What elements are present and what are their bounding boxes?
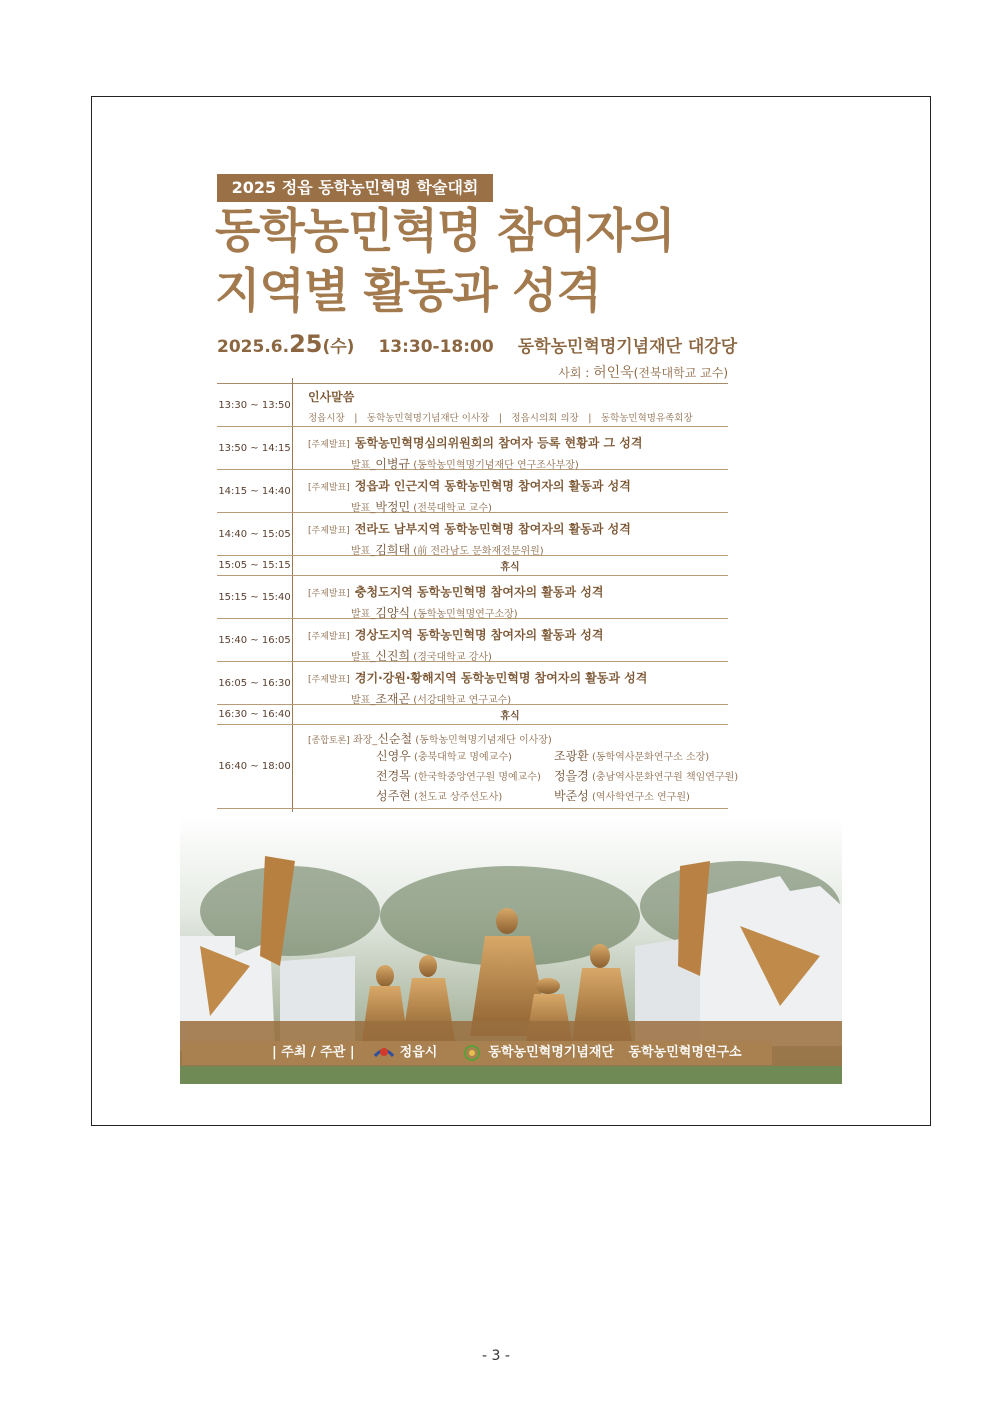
- presenter-name: 이병규: [375, 457, 411, 471]
- moderator-affil: (전북대학교 교수): [633, 366, 728, 380]
- break-label: 휴식: [500, 562, 520, 573]
- jeongeup-logo-icon: [373, 1045, 395, 1061]
- row-tag: [주제발표]: [308, 440, 350, 450]
- row-time: 16:30 ~ 16:40: [218, 709, 291, 720]
- row-title: 동학농민혁명심의위원회의 참여자 등록 현황과 그 성격: [354, 436, 643, 450]
- panelist-affil: (한국학중앙연구원 명예교수): [410, 772, 541, 783]
- presenter-affil: (경국대학교 강사): [410, 652, 492, 663]
- sponsor-label: | 주최 / 주관 |: [272, 1045, 355, 1060]
- presenter-label: 발표_: [351, 652, 376, 663]
- presenter-affil: (동학농민혁명연구소장): [410, 609, 518, 620]
- panelist-affil: (동학역사문화연구소 소장): [588, 752, 710, 763]
- poster-title-line-2: 지역별 활동과 성격: [215, 264, 601, 319]
- sponsor-org-foundation: 동학농민혁명기념재단: [488, 1045, 614, 1060]
- sponsor-org-jeongeup: 정읍시: [399, 1045, 438, 1060]
- presenter-label: 발표_: [351, 609, 376, 620]
- row-time: 13:50 ~ 14:15: [218, 442, 291, 454]
- page-number: - 3 -: [482, 1348, 510, 1364]
- row-title: 경상도지역 동학농민혁명 참여자의 활동과 성격: [354, 628, 604, 642]
- panelist-name: 성주현: [376, 789, 411, 803]
- panelist-affil: (충남역사문화연구원 책임연구원): [588, 772, 739, 783]
- chair-affil: (동학농민혁명기념재단 이사장): [412, 735, 552, 746]
- foundation-logo-icon: [464, 1045, 480, 1061]
- presenter-label: 발표_: [351, 460, 376, 471]
- schedule-row: [217, 619, 728, 662]
- greeting-speakers: 정읍시장 | 동학농민혁명기념재단 이사장 | 정읍시의회 의장 | 동학농민혁명유족회장: [308, 413, 693, 424]
- row-time: 15:40 ~ 16:05: [218, 634, 291, 646]
- panelist-name: 전경목: [376, 769, 411, 783]
- discussion-row: [217, 725, 739, 809]
- row-body: [308, 384, 728, 426]
- poster-title-line-1: 동학농민혁명 참여자의: [215, 204, 675, 259]
- row-title: 정읍과 인근지역 동학농민혁명 참여자의 활동과 성격: [354, 479, 631, 493]
- row-tag: [주제발표]: [308, 675, 350, 685]
- chair-name: 신순철: [377, 732, 413, 746]
- panelist-name: 박준성: [554, 789, 589, 803]
- presenter-affil: (서강대학교 연구교수): [410, 695, 512, 706]
- discussion-body: [308, 725, 739, 808]
- panelist: [376, 747, 554, 767]
- schedule-row: [217, 662, 728, 705]
- panelist: [376, 787, 554, 807]
- panelist-affil: (천도교 상주선도사): [410, 792, 503, 803]
- time-range: 13:30-18:00: [378, 337, 494, 357]
- presenter-label: 발표_: [351, 546, 376, 557]
- panelist-name: 정을경: [554, 769, 589, 783]
- presenter-name: 신진희: [375, 649, 411, 663]
- row-title: 충청도지역 동학농민혁명 참여자의 활동과 성격: [354, 585, 604, 599]
- row-time: 14:40 ~ 15:05: [218, 528, 291, 540]
- schedule-row: [217, 470, 728, 513]
- panelist: [554, 789, 690, 803]
- break-label: 휴식: [500, 711, 520, 722]
- row-body: [308, 662, 728, 704]
- row-title: 경기·강원·황해지역 동학농민혁명 참여자의 활동과 성격: [354, 671, 648, 685]
- panelist: [554, 749, 710, 763]
- panel-list: [376, 747, 756, 807]
- panelist-name: 조광환: [554, 749, 589, 763]
- row-body: [308, 427, 728, 469]
- row-tag: [주제발표]: [308, 526, 350, 536]
- row-title: 인사말씀: [308, 390, 355, 404]
- row-body: [308, 619, 728, 661]
- presenter-affil: (前 전라남도 문화재전문위원): [410, 546, 544, 557]
- date-weekday: (수): [322, 337, 355, 357]
- row-time: 13:30 ~ 13:50: [218, 399, 291, 411]
- date-line: [217, 330, 737, 358]
- presenter-name: 김양식: [375, 606, 411, 620]
- schedule-row: [217, 513, 728, 556]
- moderator: [558, 362, 728, 382]
- panelist-affil: (충북대학교 명예교수): [410, 752, 512, 763]
- row-body: [308, 513, 728, 555]
- moderator-name: 허인욱: [593, 365, 634, 381]
- event-badge: 2025 정읍 동학농민혁명 학술대회: [217, 174, 493, 202]
- presenter-label: 발표_: [351, 503, 376, 514]
- row-tag: [주제발표]: [308, 483, 350, 493]
- date-day: 25: [289, 330, 323, 358]
- schedule-row: [217, 427, 728, 470]
- presenter-affil: (전북대학교 교수): [410, 503, 492, 514]
- row-time: 16:05 ~ 16:30: [218, 677, 291, 689]
- schedule-row: [217, 384, 728, 427]
- panelist: [554, 769, 739, 783]
- schedule-row-break: [217, 556, 728, 576]
- row-tag: [주제발표]: [308, 632, 350, 642]
- row-body: [308, 576, 728, 618]
- venue: 동학농민혁명기념재단 대강당: [517, 337, 738, 357]
- schedule-row-break: [217, 705, 728, 725]
- row-time: 15:05 ~ 15:15: [218, 560, 291, 571]
- presenter-label: 발표_: [351, 695, 376, 706]
- moderator-label: 사회 :: [558, 366, 594, 380]
- presenter-affil: (동학농민혁명기념재단 연구조사부장): [410, 460, 579, 471]
- presenter-name: 조재곤: [375, 692, 411, 706]
- presenter-name: 박정민: [375, 500, 411, 514]
- row-time: 14:15 ~ 14:40: [218, 485, 291, 497]
- row-tag: [종합토론]: [308, 736, 350, 746]
- schedule-table: [217, 384, 739, 809]
- panelist-affil: (역사학연구소 연구원): [588, 792, 690, 803]
- row-time: 16:40 ~ 18:00: [218, 761, 291, 772]
- row-tag: [주제발표]: [308, 589, 350, 599]
- sponsor-bar: [182, 1041, 772, 1065]
- panelist: [376, 767, 554, 787]
- row-title: 전라도 남부지역 동학농민혁명 참여자의 활동과 성격: [354, 522, 631, 536]
- row-body: [308, 470, 728, 512]
- date-prefix: 2025.6.: [217, 337, 290, 357]
- row-time: 15:15 ~ 15:40: [218, 591, 291, 603]
- presenter-name: 김희태: [375, 543, 411, 557]
- sponsor-org-institute: 동학농민혁명연구소: [628, 1045, 742, 1060]
- panelist-name: 신영우: [376, 749, 411, 763]
- chair-label: 좌장_: [349, 735, 378, 746]
- schedule-row: [217, 576, 728, 619]
